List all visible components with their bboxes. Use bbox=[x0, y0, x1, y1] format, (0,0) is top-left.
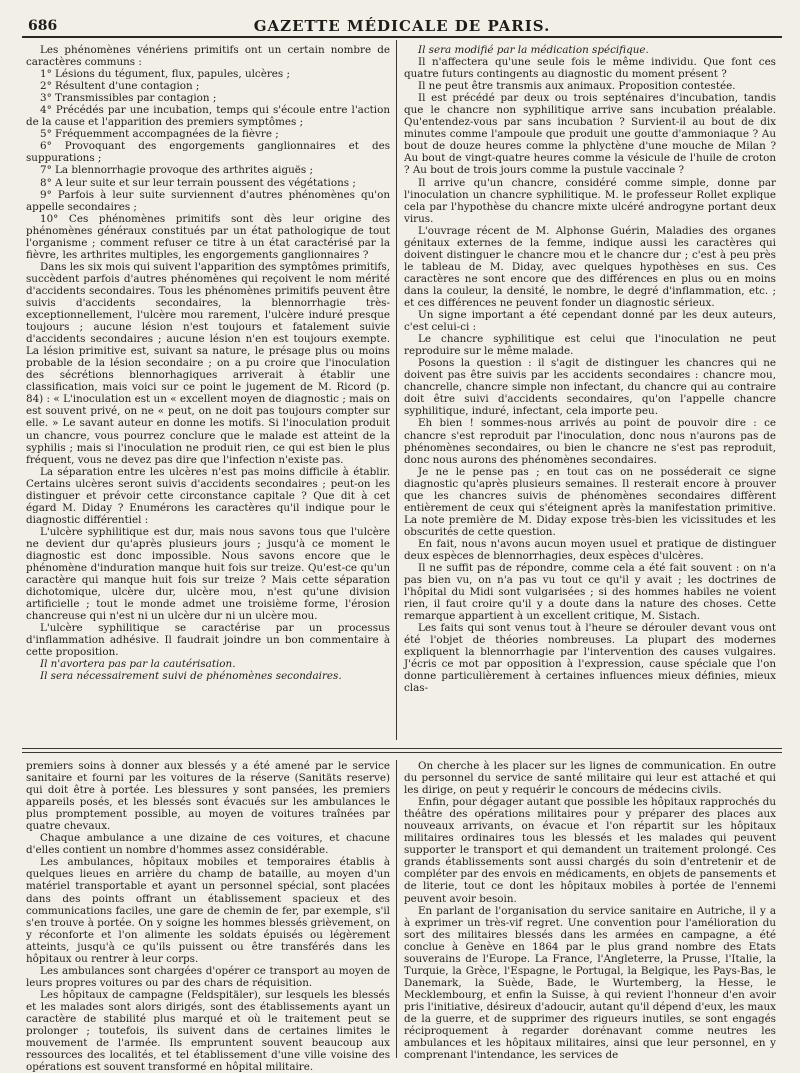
paragraph: On cherche à les placer sur les lignes de communication. En outre du personnel du service de santé militaire qui leur est attaché et qui les dirige, on peut y requérir le concours de médecins civils. bbox=[404, 760, 776, 797]
paragraph: Il n'avortera pas par la cautérisation. bbox=[40, 658, 236, 671]
top-left-column bbox=[26, 44, 390, 744]
paragraph: La séparation entre les ulcères n'est pas moins difficile à établir. Certains ulcères seront suivis d'accidents secondaires ; peut-on les distinguer et prévoir cette circonstance capitale ? Que dit à cet égard M. Diday ? Enumérons les caractères qu'il indique pour le diagnostic différentiel : bbox=[26, 465, 390, 526]
paragraph: Il n'affectera qu'une seule fois le même individu. Que font ces quatre futurs contingents au diagnostic du moment présent ? bbox=[404, 56, 776, 81]
paragraph: Enfin, pour dégager autant que possible les hôpitaux rapprochés du théâtre des opérations militaires pour y préparer des places aux nouveaux arrivants, on évacue et l'on répartit sur les hôpitaux militaires ordinaires tous les blessés et les malades qui peuvent supporter le transport et qui demandent un traitement prolongé. Ces grands établissements sont aussi chargés du soin d'entretenir et de compléter par des envois en médicaments, en objets de pansements et de literie, tout ce dont les hôpitaux mobiles à portée de l'ennemi peuvent avoir besoin. bbox=[404, 796, 776, 905]
paragraph: 6° Provoquant des engorgements ganglionnaires et des suppurations ; bbox=[26, 140, 390, 165]
section-divider bbox=[22, 748, 782, 749]
column-divider-top bbox=[396, 40, 397, 740]
paragraph: Il ne suffit pas de répondre, comme cela a été fait souvent : on n'a pas bien vu, on n'a pas vu tout ce qu'il y avait ; les doctrines de l'hôpital du Midi sont vulgarisées ; si des hommes habiles ne voient rien, il faut croire qu'il y a doute dans la nature des choses. Cette remarque appartient à un excellent critique, M. Sistach. bbox=[404, 562, 776, 623]
page-header bbox=[22, 14, 782, 38]
paragraph: 7° La blennorrhagie provoque des arthrites aiguës ; bbox=[40, 164, 313, 177]
paragraph: 3° Transmissibles par contagion ; bbox=[40, 92, 217, 105]
paragraph: 2° Résultent d'une contagion ; bbox=[40, 80, 200, 93]
paragraph: Les faits qui sont venus tout à l'heure se dérouler devant vous ont été l'objet de théories nombreuses. La plupart des modernes expliquent la blennorrhagie par l'intervention des causes vulgaires. J'écris ce mot par opposition à l'expression, cause spéciale que l'on donne particulièrement à certaines influences mieux définies, mieux clas- bbox=[404, 622, 776, 695]
paragraph: premiers soins à donner aux blessés y a été amené par le service sanitaire et fourni par les voitures de la réserve (Sanitäts reserve) qui doit être à portée. Les blessures y sont pansées, les premiers appareils posés, et les blessés sont évacués sur les ambulances le plus promptement possible, au moyen de voitures traînées par quatre chevaux. bbox=[26, 760, 390, 833]
column-divider-bottom bbox=[396, 760, 397, 1058]
paragraph: Eh bien ! sommes-nous arrivés au point de pouvoir dire : ce chancre s'est reproduit par l'inoculation, donc nous n'aurons pas de phénomènes secondaires, ou bien le chancre ne s'est pas reproduit, donc nous aurons des phénomènes secondaires. bbox=[404, 417, 776, 466]
paragraph: Un signe important a été cependant donné par les deux auteurs, c'est celui-ci : bbox=[404, 309, 776, 334]
bottom-right-column bbox=[404, 760, 776, 1060]
paragraph: Les ambulances sont chargées d'opérer ce transport au moyen de leurs propres voitures ou par des chars de réquisition. bbox=[26, 964, 390, 989]
paragraph: 10° Ces phénomènes primitifs sont dès leur origine des phénomènes généraux constitués par un état pathologique de tout l'organisme ; comment refuser ce titre à un état caractérisé par la fièvre, les arthrites multiples, les engorgements ganglionnaires ? bbox=[26, 212, 390, 261]
paragraph: L'ouvrage récent de M. Alphonse Guérin, Maladies des organes génitaux externes de la femme, indique aussi les caractères qui doivent distinguer le chancre mou et le chancre dur ; c'est à peu près le tableau de M. Diday, avec quelques hypothèses en sus. Ces caractères ne sont encore que des différences en plus ou en moins dans la couleur, la densité, le nombre, le degré d'inflammation, etc. ; et ces différences ne peuvent fonder un diagnostic sérieux. bbox=[404, 224, 776, 309]
paragraph: Chaque ambulance a une dizaine de ces voitures, et chacune d'elles contient un nombre d'hommes assez considérable. bbox=[26, 832, 390, 857]
paragraph: Dans les six mois qui suivent l'apparition des symptômes primitifs, succèdent parfois d'autres phénomènes qui reçoivent le nom mérité d'accidents secondaires. Tous les phénomènes primitifs peuvent être suivis d'accidents secondaires, la blennorrhagie très-exceptionnellement, l'ulcère mou rarement, l'ulcère induré presque toujours ; aucune lésion n'est toujours et fatalement suivie d'accidents secondaires ; aucune lésion n'en est toujours exempte. La lésion primitive est, suivant sa nature, le présage plus ou moins probable de la lésion secondaire ; on a pu croire que l'inoculation des sécrétions blennorhagiques arriverait à établir une classification, mais voici sur ce point le jugement de M. Ricord (p. 84) : « L'inoculation est un « excellent moyen de diagnostic ; mais on est souvent privé, on ne « peut, on ne doit pas toujours compter sur elle. » Le savant auteur en donne les motifs. Si l'inoculation produit un chancre, vous pourrez conclure que le malade est atteint de la syphilis ; mais si l'inoculation ne produit rien, ce qui est bien le plus fréquent, vous ne devez pas dire que l'infection n'existe pas. bbox=[26, 260, 390, 466]
paragraph: Il arrive qu'un chancre, considéré comme simple, donne par l'inoculation un chancre syphilitique. M. le professeur Rollet explique cela par l'hypothèse du chancre mixte ulcéré androgyne portant deux virus. bbox=[404, 176, 776, 225]
paragraph: L'ulcère syphilitique est dur, mais nous savons tous que l'ulcère ne devient dur qu'après plusieurs jours ; jusqu'à ce moment le diagnostic est donc impossible. Nous savons encore que le phénomène d'induration manque huit fois sur treize. Qu'est-ce qu'un caractère qui manque huit fois sur treize ? Mais cette séparation dichotomique, ulcère dur, ulcère mou, n'est qu'une division artificielle ; tout le monde admet une troisième forme, l'érosion chancreuse qui n'est ni un ulcère dur ni un ulcère mou. bbox=[26, 525, 390, 623]
paragraph: 9° Parfois à leur suite surviennent d'autres phénomènes qu'on appelle secondaires ; bbox=[26, 188, 390, 213]
paragraph: Il ne peut être transmis aux animaux. Proposition contestée. bbox=[418, 80, 736, 93]
paragraph: L'ulcère syphilitique se caractérise par un processus d'inflammation adhésive. Il faudrait joindre un bon commentaire à cette proposition. bbox=[26, 622, 390, 659]
running-title: GAZETTE MÉDICALE DE PARIS. bbox=[253, 17, 551, 35]
paragraph: Les hôpitaux de campagne (Feldspitäler), sur lesquels les blessés et les malades sont alors dirigés, sont des établissements ayant un caractère de stabilité plus marqué et où le traitement peut se prolonger ; toutefois, ils suivent dans de certaines limites le mouvement de l'armée. Ils empruntent souvent beaucoup aux ressources des localités, et tel établissement d'une ville voisine des opérations est souvent transformé en hôpital militaire. bbox=[26, 988, 390, 1073]
paragraph: Les phénomènes vénériens primitifs ont un certain nombre de caractères communs : bbox=[26, 44, 390, 69]
paragraph: Je ne le pense pas ; en tout cas on ne posséderait ce signe diagnostic qu'après plusieurs semaines. Il resterait encore à prouver que les chancres suivis de phénomènes secondaires diffèrent entièrement de ceux qui s'éteignent après la manifestation primitive. La note première de M. Diday expose très-bien les vicissitudes et les obscurités de cette question. bbox=[404, 465, 776, 538]
bottom-left-column bbox=[26, 760, 390, 1073]
paragraph: Posons la question : il s'agit de distinguer les chancres qui ne doivent pas être suivis par les accidents secondaires : chancre mou, chancrelle, chancre simple non infectant, du chancre qui au contraire doit être suivi d'accidents secondaires, qu'on l'appelle chancre syphilitique, induré, infectant, cela importe peu. bbox=[404, 357, 776, 418]
paragraph: En fait, nous n'avons aucun moyen usuel et pratique de distinguer deux espèces de blennorrhagies, deux espèces d'ulcères. bbox=[404, 537, 776, 562]
paragraph: 5° Fréquemment accompagnées de la fièvre ; bbox=[40, 128, 279, 141]
paragraph: 4° Précédés par une incubation, temps qui s'écoule entre l'action de la cause et l'apparition des premiers symptômes ; bbox=[26, 104, 390, 129]
paragraph: 1° Lésions du tégument, flux, papules, ulcères ; bbox=[40, 68, 290, 81]
paragraph: Il sera modifié par la médication spécifique. bbox=[418, 44, 649, 56]
paragraph: Le chancre syphilitique est celui que l'inoculation ne peut reproduire sur le même malade. bbox=[404, 333, 776, 358]
page-number: 686 bbox=[28, 18, 58, 34]
paragraph: Les ambulances, hôpitaux mobiles et temporaires établis à quelques lieues en arrière du champ de bataille, au moyen d'un matériel transportable et ayant un personnel spécial, sont placées dans des points offrant un établissement spacieux et des communications faciles, une gare de chemin de fer, par exemple, s'il s'en trouve à portée. On y soigne les hommes blessés grièvement, on y réconforte et l'on alimente les soldats épuisés ou légèrement atteints, jusqu'à ce qu'ils puissent ou être transférés dans les hôpitaux ou rentrer à leur corps. bbox=[26, 856, 390, 965]
section-divider-double bbox=[22, 752, 782, 753]
top-right-column bbox=[404, 44, 776, 744]
paragraph: Il sera nécessairement suivi de phénomènes secondaires. bbox=[40, 670, 342, 683]
paragraph: En parlant de l'organisation du service sanitaire en Autriche, il y a à exprimer un très-vif regret. Une convention pour l'amélioration du sort des militaires blessés dans les armées en campagne, a été conclue à Genève en 1864 par le plus grand nombre des Etats souverains de l'Europe. La France, l'Angleterre, la Prusse, l'Italie, la Turquie, la Grèce, l'Espagne, le Portugal, la Belgique, les Pays-Bas, le Danemark, la Suède, Bade, le Wurtemberg, la Hesse, le Mecklembourg, et enfin la Suisse, à qui revient l'honneur d'en avoir pris l'initiative, désireux d'adoucir, autant qu'il dépend d'eux, les maux de la guerre, et de supprimer des rigueurs inutiles, se sont engagés réciproquement à regarder dorénavant comme neutres les ambulances et les hôpitaux militaires, ainsi que leur personnel, en y comprenant l'intendance, les services de bbox=[404, 904, 776, 1062]
paragraph: 8° A leur suite et sur leur terrain poussent des végétations ; bbox=[40, 176, 356, 189]
paragraph: Il est précédé par deux ou trois septénaires d'incubation, tandis que le chancre non syphilitique arrive sans incubation préalable. Qu'entendez-vous par sans incubation ? Survient-il au bout de dix minutes comme l'ampoule que produit une goutte d'ammoniaque ? Au bout de douze heures comme la phlyctène d'une mouche de Milan ? Au bout de vingt-quatre heures comme la vésicule de l'huile de croton ? Au bout de trois jours comme la pustule vaccinale ? bbox=[404, 92, 776, 177]
